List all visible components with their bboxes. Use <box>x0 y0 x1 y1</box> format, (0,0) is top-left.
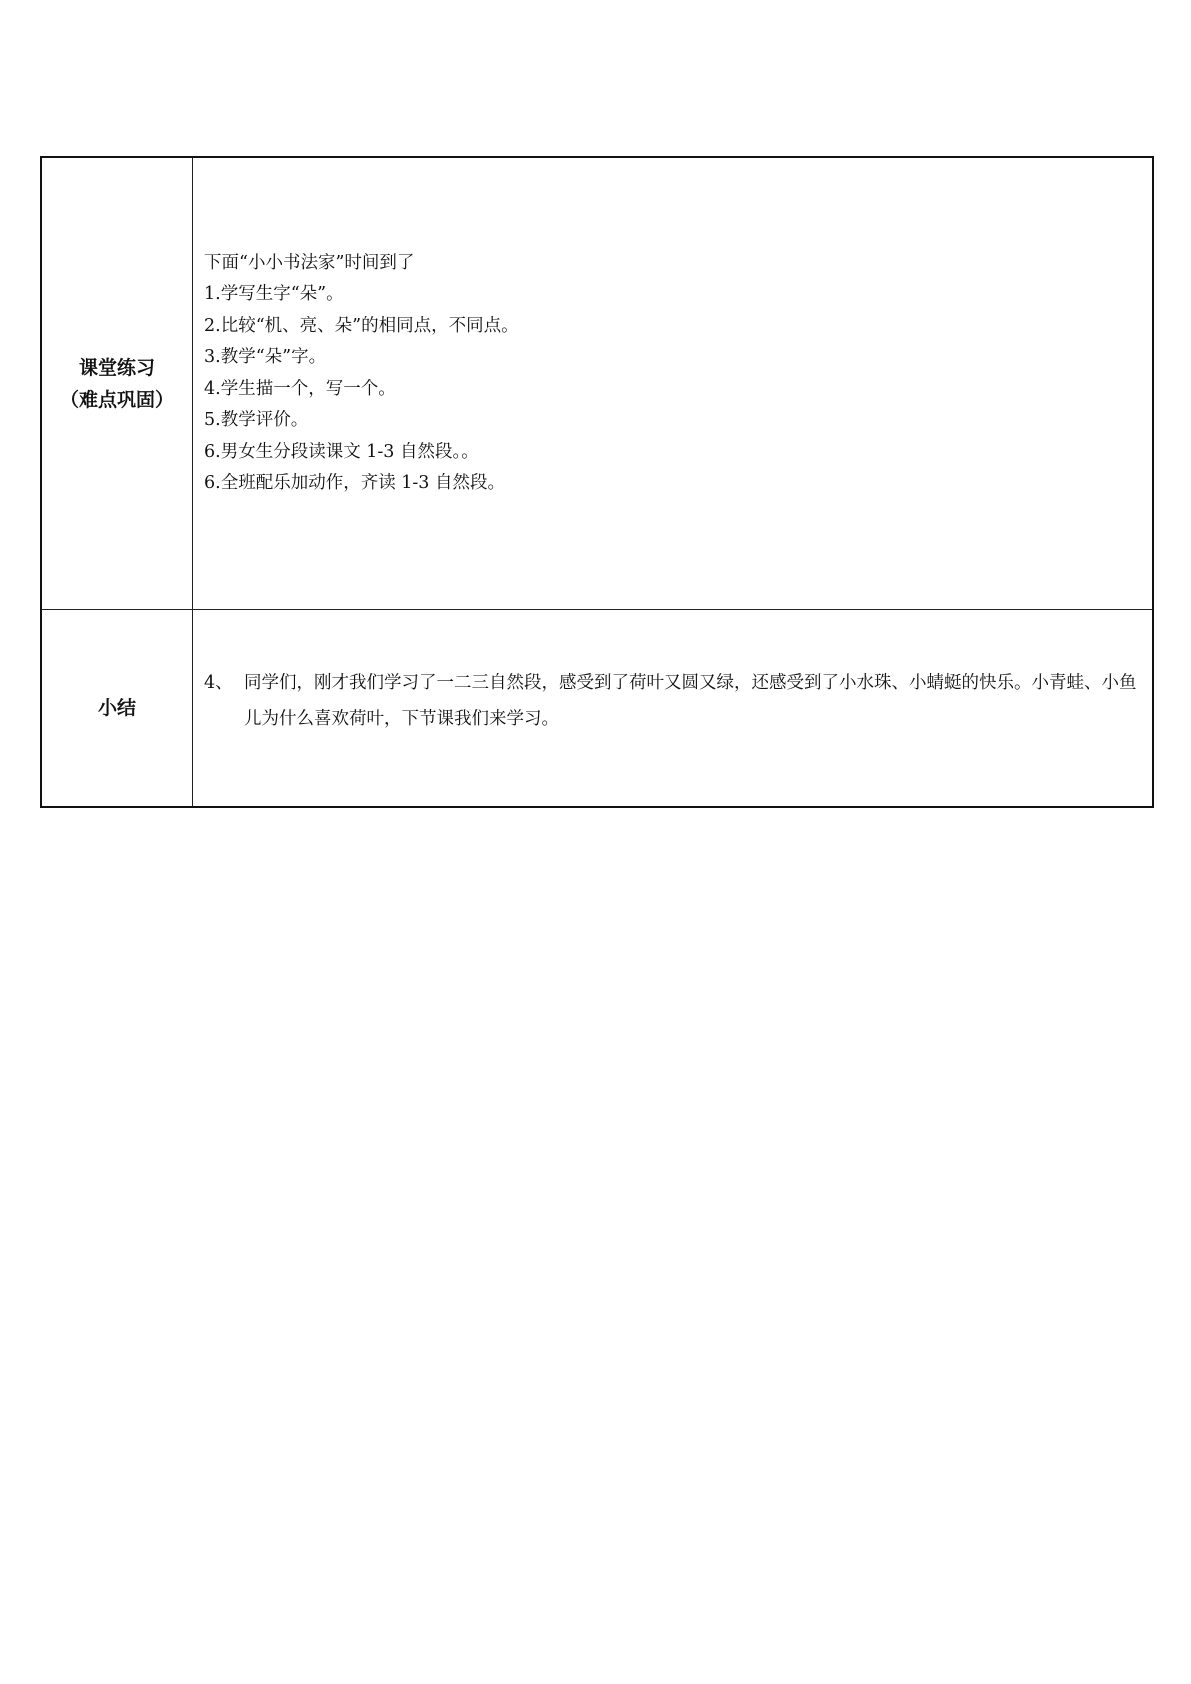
practice-line-6b: 6.全班配乐加动作，齐读 1-3 自然段。 <box>204 473 506 493</box>
practice-lines <box>193 248 1152 520</box>
practice-line-intro: 下面“小小书法家”时间到了 <box>204 252 415 273</box>
lesson-plan-table <box>40 156 1154 808</box>
practice-line-3: 3.教学“朵”字。 <box>204 347 327 367</box>
summary-label: 小结 <box>97 697 136 719</box>
practice-line-5: 5.教学评价。 <box>204 410 309 430</box>
practice-label-cell <box>41 157 193 610</box>
summary-content-cell <box>193 610 1154 808</box>
summary-text: 同学们，刚才我们学习了一二三自然段，感受到了荷叶又圆又绿，还感受到了小水珠、小蜻蜓的快乐。小青蛙、小鱼儿为什么喜欢荷叶，下节课我们来学习。 <box>244 673 1137 729</box>
practice-label: 课堂练习 <box>78 356 155 379</box>
summary-label-cell <box>41 610 193 808</box>
practice-row <box>41 157 1153 610</box>
practice-line-2: 2.比较“机、亮、朵”的相同点，不同点。 <box>204 315 519 336</box>
summary-number: 4、 <box>204 673 233 693</box>
summary-row <box>41 610 1153 808</box>
practice-sublabel: （难点巩固） <box>59 388 174 411</box>
practice-content-cell <box>193 157 1154 610</box>
practice-line-4: 4.学生描一个，写一个。 <box>204 378 396 399</box>
practice-line-1: 1.学写生字“朵”。 <box>204 284 344 304</box>
summary-paragraph <box>193 665 1152 751</box>
practice-line-6a: 6.男女生分段读课文 1-3 自然段。。 <box>204 441 479 462</box>
